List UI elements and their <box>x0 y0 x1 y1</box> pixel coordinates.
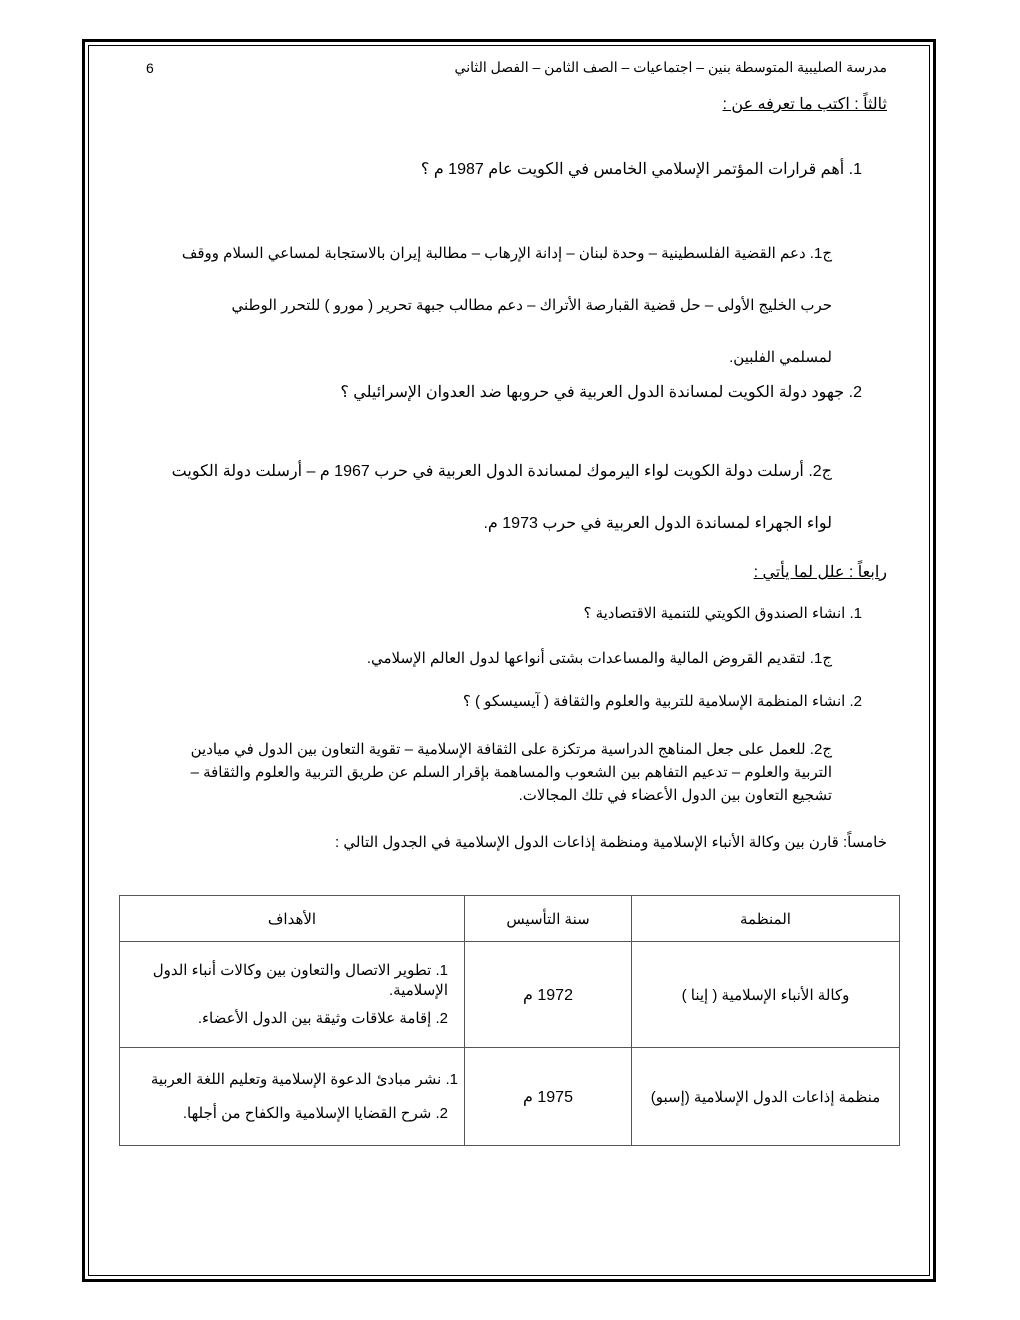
goal-item: 1. تطوير الاتصال والتعاون بين وكالات أنباء الدول الإسلامية. <box>152 961 448 999</box>
section3-title: ثالثاً : اكتب ما تعرفه عن : <box>722 96 887 113</box>
cell-goals <box>120 1048 465 1146</box>
page-number: 6 <box>146 60 154 76</box>
answer-line: لواء الجهراء لمساندة الدول العربية في حرب 1973 م. <box>483 515 832 532</box>
section3-q2: 2. جهود دولة الكويت لمساندة الدول العربية في حروبها ضد العدوان الإسرائيلي ؟ <box>340 384 862 401</box>
section4-q2: 2. انشاء المنظمة الإسلامية للتربية والعلوم والثقافة ( آيسيسكو ) ؟ <box>462 693 862 710</box>
header-goals: الأهداف <box>120 896 465 942</box>
section4-q1: 1. انشاء الصندوق الكويتي للتنمية الاقتصادية ؟ <box>583 605 862 622</box>
header-org: المنظمة <box>632 896 900 942</box>
table-row <box>120 942 900 1048</box>
goal-item: 1. نشر مبادئ الدعوة الإسلامية وتعليم اللغة العربية <box>150 1070 458 1088</box>
cell-goals <box>120 942 465 1048</box>
answer-line: ج2. أرسلت دولة الكويت لواء اليرموك لمساندة الدول العربية في حرب 1967 م – أرسلت دولة الكويت <box>171 463 832 480</box>
answer-line: ج2. للعمل على جعل المناهج الدراسية مرتكزة على الثقافة الإسلامية – تقوية التعاون بين الدول في ميادين <box>190 741 832 758</box>
section4-a1: ج1. لتقديم القروض المالية والمساعدات بشتى أنواعها لدول العالم الإسلامي. <box>366 650 832 667</box>
comparison-table <box>119 895 900 1146</box>
answer-line: التربية والعلوم – تدعيم التفاهم بين الشعوب والمساهمة بإقرار السلم عن طريق التربية والعلوم والثقافة – <box>190 764 832 781</box>
section3-a2 <box>132 446 832 550</box>
goal-item: 2. شرح القضايا الإسلامية والكفاح من أجلها. <box>182 1104 448 1122</box>
table-header-row <box>120 896 900 942</box>
cell-org: منظمة إذاعات الدول الإسلامية (إسبو) <box>632 1048 900 1146</box>
header-year: سنة التأسيس <box>465 896 632 942</box>
answer-line: ج1. دعم القضية الفلسطينية – وحدة لبنان – إدانة الإرهاب – مطالبة إيران بالاستجابة لمساعي السلام ووقف <box>181 245 832 262</box>
cell-org: وكالة الأنباء الإسلامية ( إينا ) <box>632 942 900 1048</box>
goal-item: 2. إقامة علاقات وثيقة بين الدول الأعضاء. <box>197 1009 448 1027</box>
section4-a2 <box>132 738 832 807</box>
answer-line: تشجيع التعاون بين الدول الأعضاء في تلك المجالات. <box>518 787 832 804</box>
section3-a1 <box>132 228 832 384</box>
table-row <box>120 1048 900 1146</box>
cell-year: 1975 م <box>465 1048 632 1146</box>
section3-q1: 1. أهم قرارات المؤتمر الإسلامي الخامس في الكويت عام 1987 م ؟ <box>420 161 862 178</box>
section4-title: رابعاً : علل لما يأتي : <box>753 564 887 581</box>
section5-title: خامساً: قارن بين وكالة الأنباء الإسلامية ومنظمة إذاعات الدول الإسلامية في الجدول التالي : <box>334 834 887 851</box>
answer-line: لمسلمي الفلبين. <box>729 349 832 366</box>
answer-line: حرب الخليج الأولى – حل قضية القبارصة الأتراك – دعم مطالب جبهة تحرير ( مورو ) للتحرر الوطني <box>231 297 832 314</box>
cell-year: 1972 م <box>465 942 632 1048</box>
header-school-line: مدرسة الصليبية المتوسطة بنين – اجتماعيات – الصف الثامن – الفصل الثاني <box>454 59 887 75</box>
